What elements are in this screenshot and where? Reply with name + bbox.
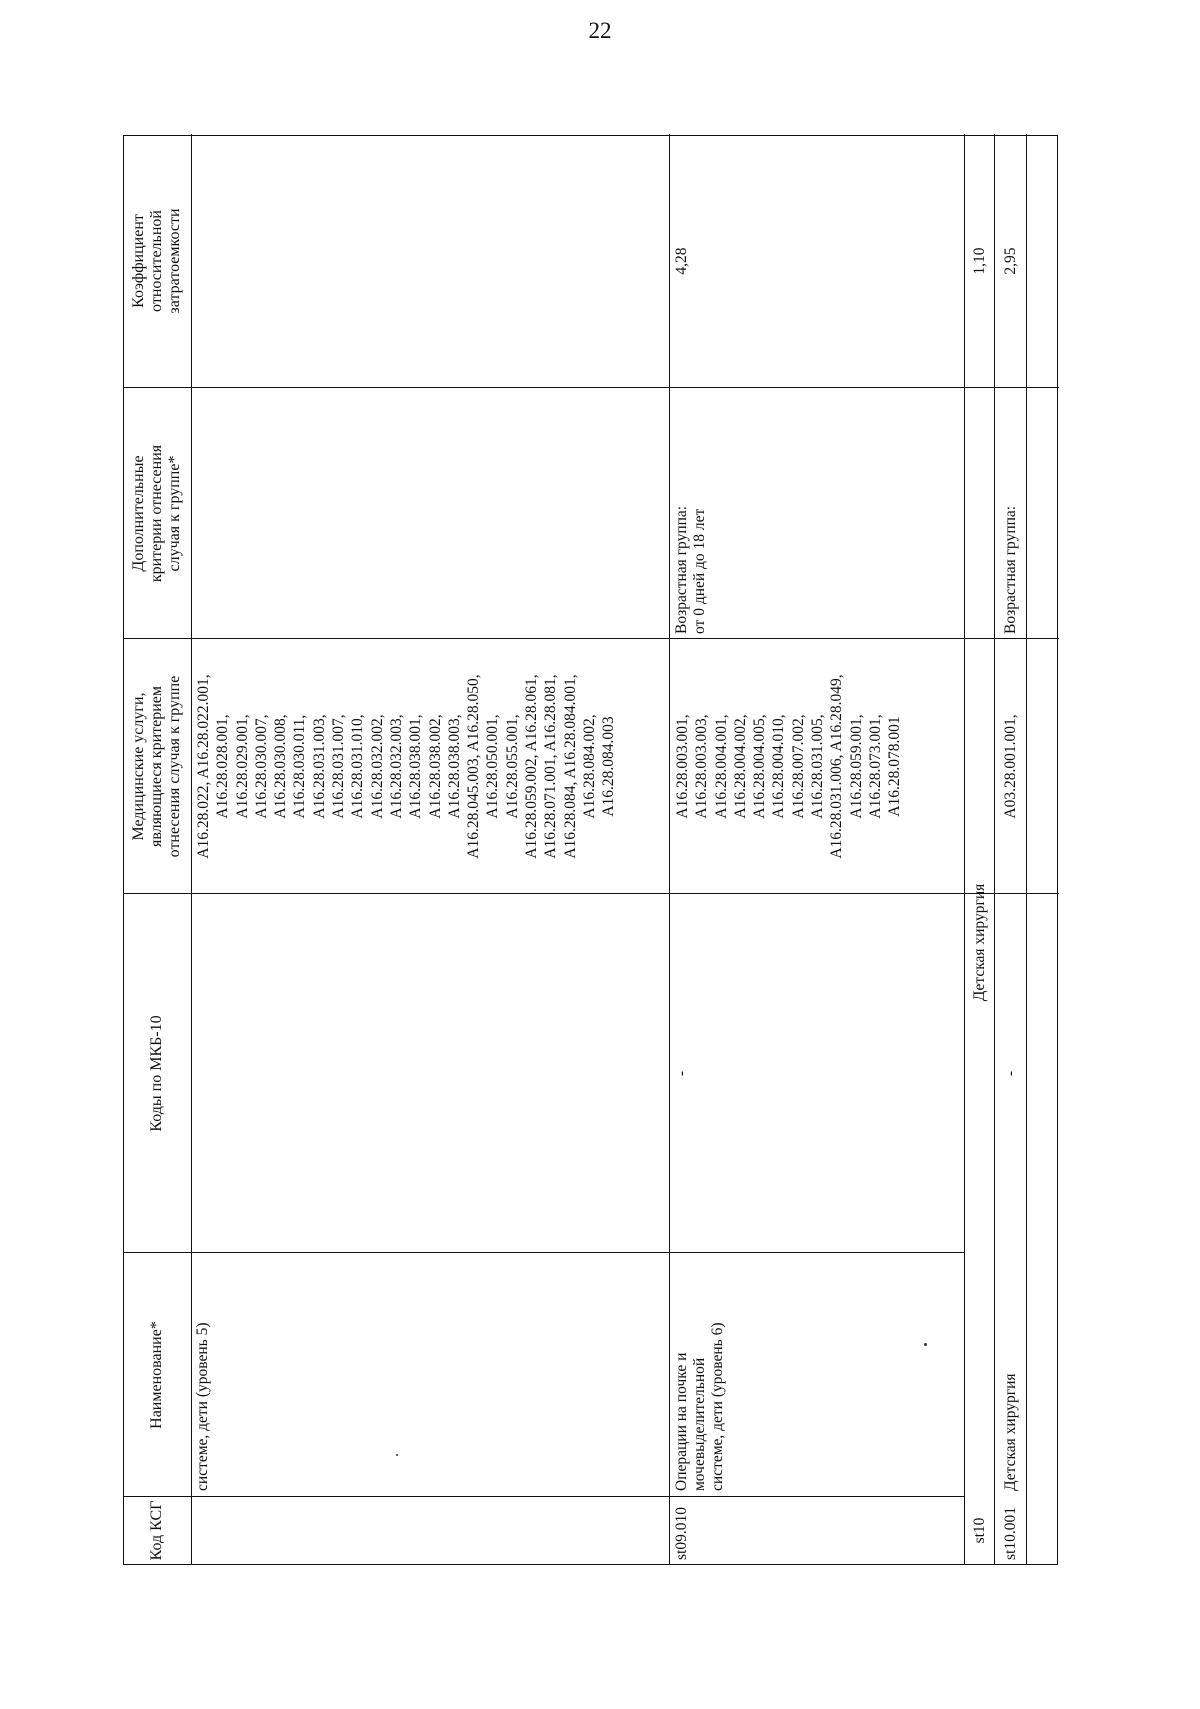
page-number: 22 bbox=[588, 18, 612, 43]
row4-coef: 2,95 bbox=[1002, 247, 1019, 275]
header-mkb: Коды по МКБ-10 bbox=[148, 1015, 165, 1132]
header-coef: Коэффициент относительной затратоемкости bbox=[130, 208, 183, 314]
header-name: Наименование* bbox=[148, 1321, 165, 1429]
row-divider bbox=[964, 134, 965, 1564]
row4-extra: Возрастная группа: bbox=[1002, 505, 1019, 634]
row2-mkb: - bbox=[673, 1070, 690, 1077]
row4-code: st10.001 bbox=[1002, 1507, 1019, 1560]
row2-services: A16.28.003.001, A16.28.003.003, A16.28.004.001, A16.28.004.002, A16.28.004.005, A16.28.004.010, A16.28.007.002, A16.28.031.005, A16.28.031.006, A16.28.049, A16.28.059.001, A16.28.073.001, A16.28.078.001 bbox=[674, 674, 904, 859]
row2-coef: 4,28 bbox=[673, 247, 690, 275]
header-services: Медицинские услуги, являющиеся критерием отнесения случая к группе bbox=[130, 675, 183, 858]
header-extra: Дополнительные критерии отнесения случая к группе* bbox=[130, 444, 183, 583]
scan-speck bbox=[924, 1343, 927, 1346]
row3-coef: 1,10 bbox=[971, 247, 988, 275]
row-divider bbox=[1026, 134, 1027, 1564]
row-divider bbox=[191, 134, 192, 1564]
ksg-table bbox=[123, 135, 1058, 1565]
row4-name: Детская хирургия bbox=[1002, 1373, 1019, 1491]
row4-services: A03.28.001.001, bbox=[1002, 714, 1019, 819]
row4-mkb: - bbox=[1002, 1070, 1019, 1077]
row-divider bbox=[994, 134, 995, 1564]
header-code: Код КСГ bbox=[148, 1500, 165, 1561]
row2-extra: Возрастная группа: от 0 дней до 18 лет bbox=[673, 505, 708, 634]
row1-name: системе, дети (уровень 5) bbox=[194, 1322, 211, 1491]
rotated-table-container bbox=[123, 135, 1058, 1565]
col-divider bbox=[124, 387, 1059, 388]
row-divider bbox=[669, 134, 670, 1564]
row3-section-title: Детская хирургия bbox=[971, 883, 988, 1002]
scan-speck bbox=[396, 1454, 398, 1456]
row2-code: st09.010 bbox=[673, 1507, 690, 1560]
row1-services: A16.28.022, A16.28.022.001, A16.28.028.001, A16.28.029.001, A16.28.030.007, A16.28.030.008, A16.28.030.011, A16.28.031.003, A16.28.031.007, A16.28.031.010, A16.28.032.002, A16.28.032.003, A16.28.038.001, A16.28.038.002, A16.28.038.003, A16.28.045.003, A16.28.050, A16.28.050.001, A16.28.055.001, A16.28.059.002, A16.28.061, A16.28.071.001, A16.28.081, A16.28.084, A16.28.084.001, A16.28.084.002, A16.28.084.003 bbox=[195, 674, 618, 859]
row3-code: st10 bbox=[971, 1517, 988, 1544]
col-divider bbox=[124, 1496, 964, 1497]
row2-name: Операции на почке и мочевыделительной системе, дети (уровень 6) bbox=[673, 1322, 726, 1491]
col-divider bbox=[124, 1252, 964, 1253]
